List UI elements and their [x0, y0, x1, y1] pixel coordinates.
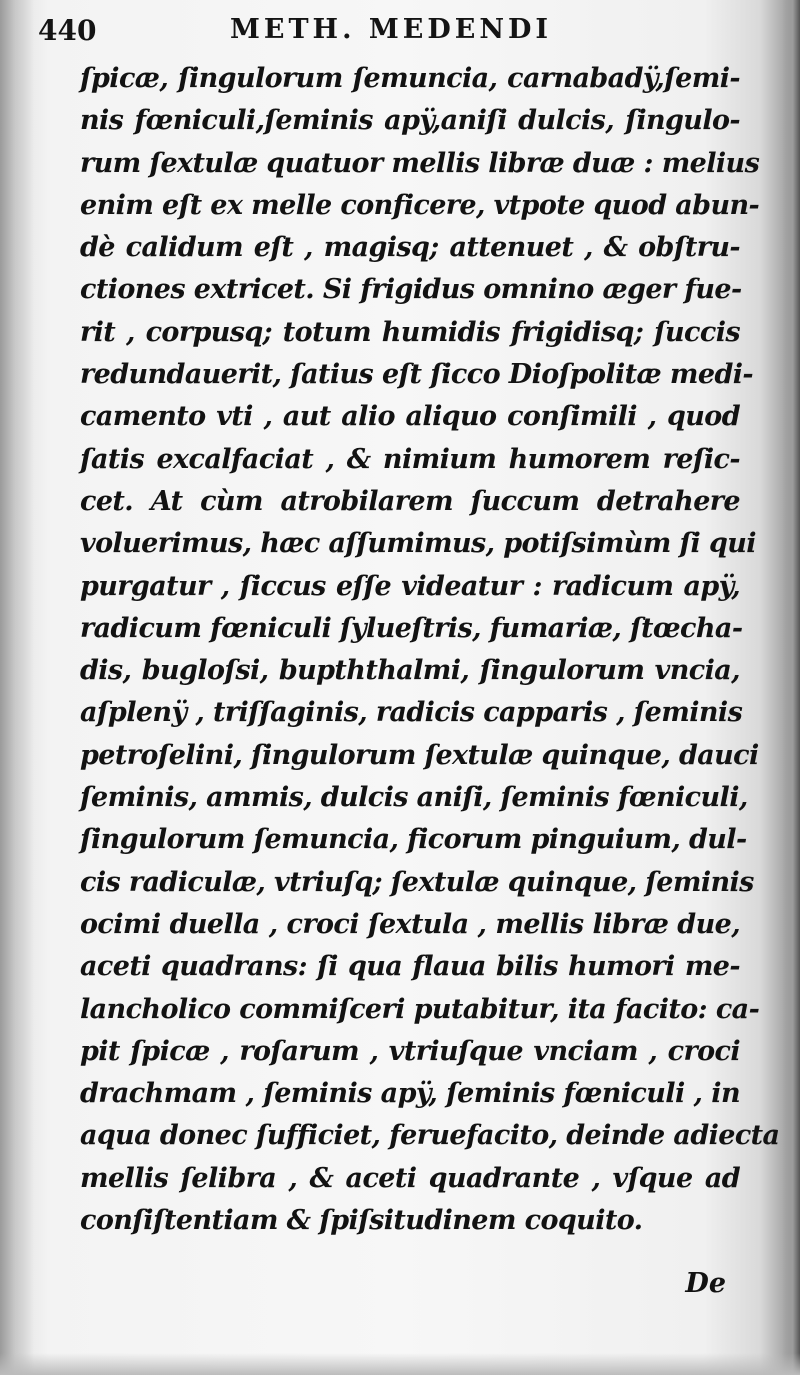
page-bottom-edge [0, 1353, 800, 1375]
text-line: pit ſpicæ , roſarum , vtriuſque vnciam , croci [80, 1035, 740, 1067]
text-line: dis, bugloſsi, bupththalmi, ſingulorum vncia, [80, 655, 740, 687]
text-line: drachmam , ſeminis apÿ, ſeminis fœniculi , in [80, 1078, 740, 1110]
text-line: rit , corpusq; totum humidis frigidisq; ſuccis [80, 316, 740, 348]
page-edge [782, 0, 800, 1375]
gutter-shadow [0, 0, 34, 1375]
text-line: ſingulorum ſemuncia, ficorum pinguium, dul- [80, 824, 747, 856]
text-line: ctiones extricet. Si frigidus omnino æger fue- [80, 274, 742, 306]
text-line: ſatis excalfaciat , & nimium humorem reſic- [80, 443, 740, 475]
text-line: purgatur , ſiccus eſſe videatur : radicum apÿ, [80, 570, 740, 602]
text-line: aceti quadrans: ſi qua flaua bilis humori me- [80, 951, 740, 983]
body-text [80, 58, 780, 1242]
text-line: conſiſtentiam & ſpiſsitudinem coquito. [80, 1205, 643, 1237]
text-line: rum ſextulæ quatuor mellis libræ duæ : melius [80, 147, 760, 179]
text-line: ocimi duella , croci ſextula , mellis libræ due, [80, 908, 740, 940]
text-line: radicum fœniculi ſylueſtris, fumariæ, ſtœcha- [80, 612, 743, 644]
page-number: 440 [38, 14, 97, 47]
page-header [38, 14, 738, 54]
text-line: dè calidum eſt , magisq; attenuet , & obſtru- [80, 232, 740, 264]
text-line: mellis ſelibra , & aceti quadrante , vſque ad [80, 1162, 740, 1194]
text-line: lancholico commiſceri putabitur, ita facito: ca- [80, 993, 760, 1025]
text-line: enim eſt ex melle conficere, vtpote quod abun- [80, 189, 760, 221]
text-line: ſpicæ, ſingulorum ſemuncia, carnabadÿ,ſemi- [80, 63, 740, 94]
text-line: cis radiculæ, vtriuſq; ſextulæ quinque, ſeminis [80, 866, 754, 898]
running-head: METH. MEDENDI [230, 14, 553, 45]
text-line: voluerimus, hæc aſſumimus, potiſsimùm ſi qui [80, 528, 756, 560]
text-line: redundauerit, ſatius eſt ſicco Dioſpolitæ medi- [80, 359, 753, 391]
text-line: aſplenÿ , triſſaginis, radicis capparis , ſeminis [80, 697, 743, 729]
text-line: petroſelini, ſingulorum ſextulæ quinque, dauci [80, 739, 759, 771]
text-line: aqua donec ſufficiet, feruefacito, deinde adiecta [80, 1120, 780, 1152]
text-line: cet. At cùm atrobilarem ſuccum detrahere [80, 485, 740, 517]
text-line: camento vti , aut alio aliquo conſimili , quod [80, 401, 740, 433]
text-line: ſeminis, ammis, dulcis aniſi, ſeminis fœniculi, [80, 782, 748, 814]
text-line: nis fœniculi,ſeminis apÿ,aniſi dulcis, ſingulo- [80, 105, 740, 137]
catchword: De [685, 1268, 726, 1299]
